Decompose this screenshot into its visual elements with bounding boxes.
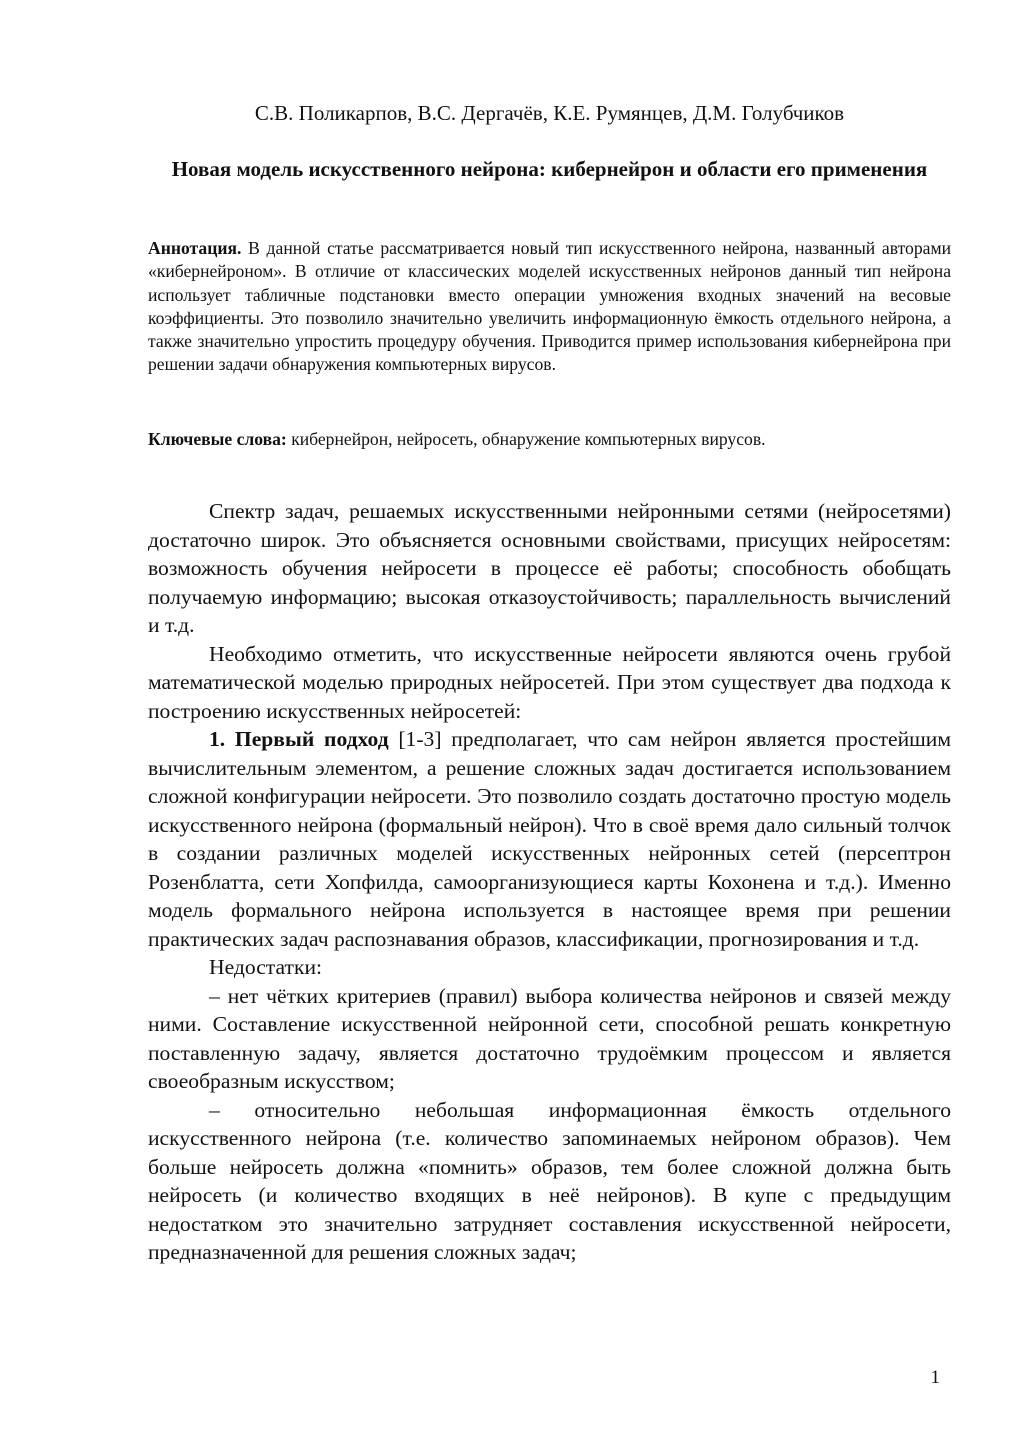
- keywords-text: кибернейрон, нейросеть, обнаружение компьютерных вирусов.: [291, 429, 766, 449]
- first-approach-text: [1-3] предполагает, что сам нейрон является простейшим вычислительным элементом, а решение сложных задач достигается использованием сложной конфигурации нейросети. Это позволило создать достаточно простую модель искусственного нейрона (формальный нейрон). Что в своё время дало сильный толчок в создании различных моделей искусственных нейронных сетей (персептрон Розенблатта, сети Хопфилда, самоорганизующиеся карты Кохонена и т.д.). Именно модель формального нейрона используется в настоящее время при решении практических задач распознавания образов, классификации, прогнозирования и т.д.: [148, 727, 951, 951]
- paragraph-first-approach: [148, 725, 951, 953]
- keywords-label: Ключевые слова:: [148, 429, 287, 449]
- body-text: [148, 497, 951, 1267]
- paragraph-intro: Спектр задач, решаемых искусственными нейронными сетями (нейросетями) достаточно широк. Это объясняется основными свойствами, присущих нейросетям: возможность обучения нейросети в процессе её работы; способность обобщать получаемую информацию; высокая отказоустойчивость; параллельность вычислений и т.д.: [148, 499, 951, 637]
- authors-line: С.В. Поликарпов, В.С. Дергачёв, К.Е. Румянцев, Д.М. Голубчиков: [254, 101, 845, 125]
- paper-title: Новая модель искусственного нейрона: кибернейрон и области его применения: [171, 157, 928, 181]
- paragraph-drawbacks-heading: Недостатки:: [209, 955, 323, 979]
- paragraph-drawback-2: – относительно небольшая информационная ёмкость отдельного искусственного нейрона (т.е. количество запоминаемых нейроном образов). Чем больше нейросеть должна «помнить» образов, тем более сложной должна быть нейросеть (и количество входящих в неё нейронов). В купе с предыдущим недостатком это значительно затрудняет составления искусственной нейросети, предназначенной для решения сложных задач;: [148, 1097, 951, 1264]
- abstract: [148, 237, 951, 377]
- paragraph-approaches: Необходимо отметить, что искусственные нейросети являются очень грубой математической моделью природных нейросетей. При этом существует два подхода к построению искусственных нейросетей:: [148, 641, 951, 723]
- paragraph-drawback-1: – нет чётких критериев (правил) выбора количества нейронов и связей между ними. Составление искусственной нейронной сети, способной решать конкретную поставленную задачу, является достаточно трудоёмким процессом и является своеобразным искусством;: [148, 983, 951, 1093]
- abstract-text: В данной статье рассматривается новый тип искусственного нейрона, названный авторами «кибернейроном». В отличие от классических моделей искусственных нейронов данный тип нейрона использует табличные подстановки вместо операции умножения входных значений на весовые коэффициенты. Это позволило значительно увеличить информационную ёмкость отдельного нейрона, а также значительно упростить процедуру обучения. Приводится пример использования кибернейрона при решении задачи обнаружения компьютерных вирусов.: [148, 238, 951, 375]
- keywords: [148, 428, 951, 451]
- first-approach-label: 1. Первый подход: [209, 727, 389, 751]
- abstract-label: Аннотация.: [148, 238, 242, 258]
- page-number: 1: [930, 1367, 940, 1388]
